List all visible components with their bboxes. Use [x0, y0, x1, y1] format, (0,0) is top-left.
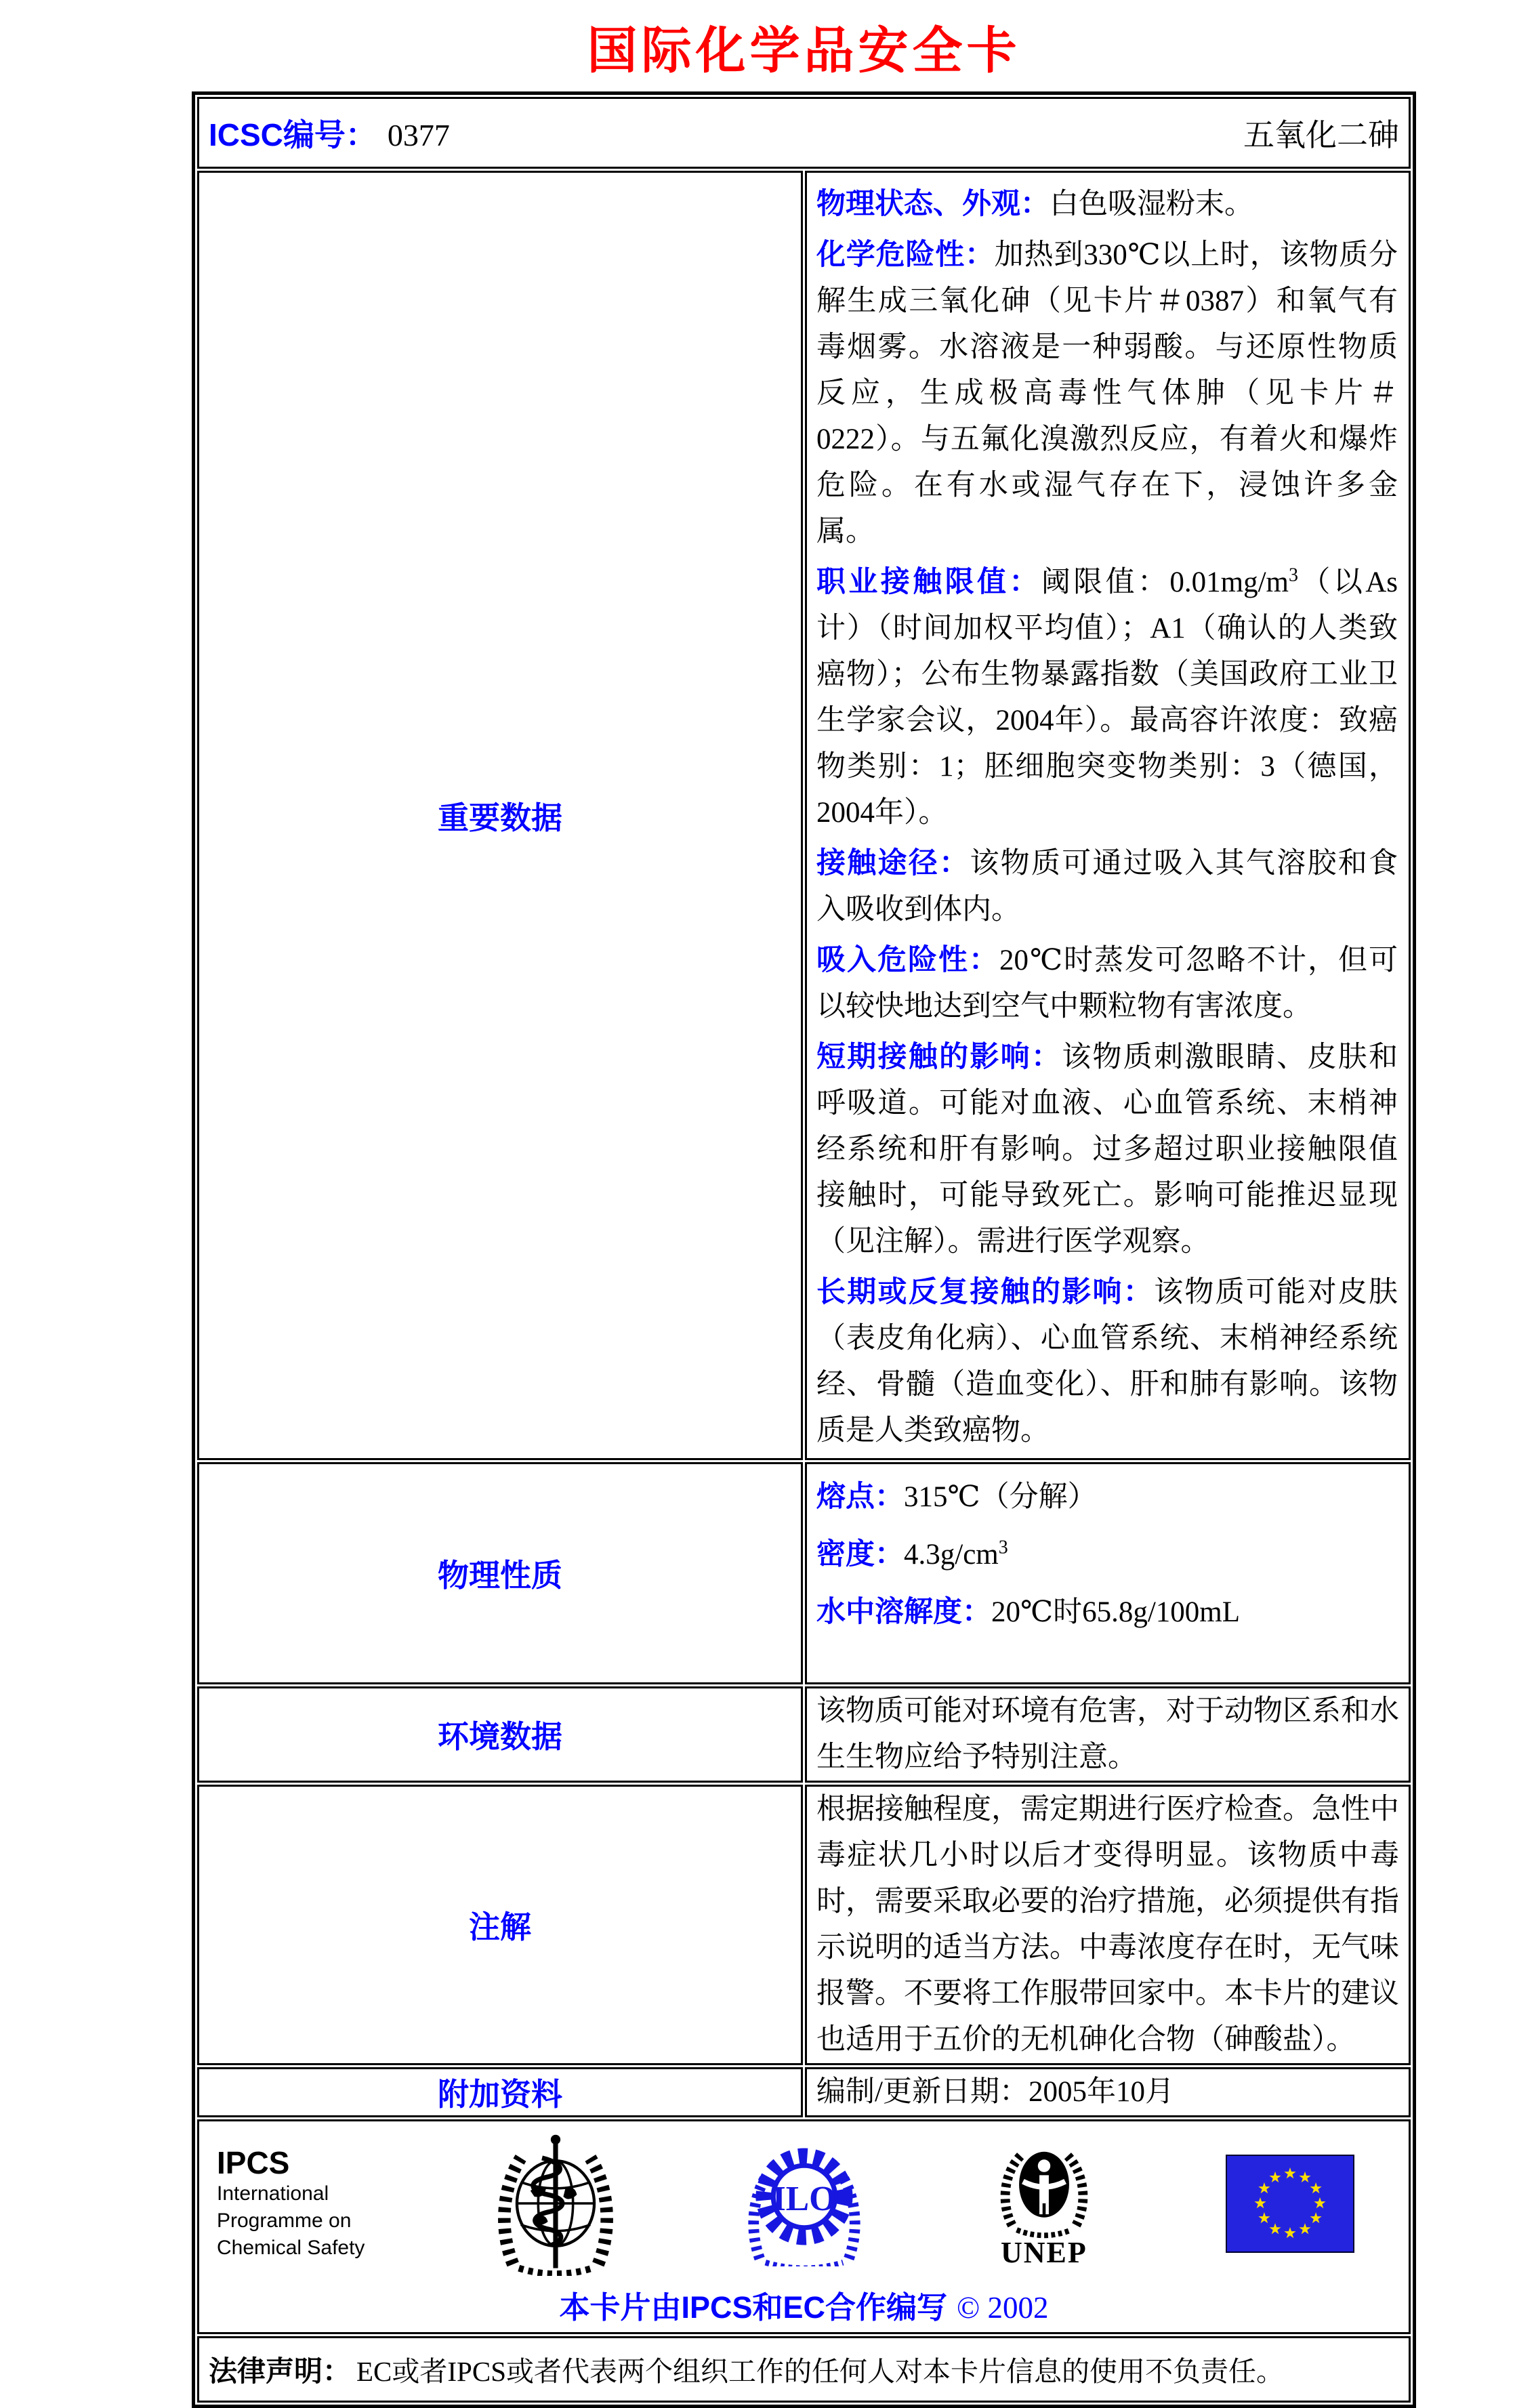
ilo-label: ILO — [772, 2180, 836, 2219]
data-paragraph: 密度：$4.3g/cm^3$ — [816, 1537, 1008, 1571]
unep-label: UNEP — [1000, 2235, 1087, 2269]
legal-label: 法律声明： — [209, 2355, 352, 2388]
icsc-number-label: ICSC编号： — [209, 117, 377, 153]
chemical-name: 五氧化二砷 — [1243, 118, 1399, 153]
ipcs-block — [217, 2145, 365, 2262]
ipcs-title: IPCS — [217, 2145, 290, 2181]
paragraph-label: 化学危险性： — [816, 238, 995, 272]
paragraph-label: 水中溶解度： — [816, 1596, 991, 1629]
legal-notice — [197, 2336, 1411, 2403]
paragraph-label: 接触途径： — [816, 847, 970, 880]
legal-text: EC或者IPCS或者代表两个组织工作的任何人对本卡片信息的使用不负责任。 — [356, 2356, 1285, 2388]
row-label-additional-info: 附加资料 — [197, 2067, 803, 2117]
icsc-card-table — [192, 91, 1416, 2408]
paragraph-label: 熔点： — [816, 1480, 904, 1514]
ipcs-line-1: International — [217, 2182, 329, 2205]
page-title: 国际化学品安全卡 — [587, 22, 1021, 79]
data-paragraph: 熔点：315℃（分解） — [816, 1480, 1097, 1514]
data-paragraph: 吸入危险性：20℃时蒸发可忽略不计，但可以较快地达到空气中颗粒物有害浓度。 — [816, 944, 1398, 1023]
caption-text: 本卡片由IPCS和EC合作编写 — [559, 2290, 948, 2325]
paragraph-label: 密度： — [816, 1538, 904, 1571]
data-paragraph: 水中溶解度：20℃时65.8g/100mL — [816, 1596, 1241, 1629]
notes-content: 根据接触程度，需定期进行医疗检查。急性中毒症状几小时以后才变得明显。该物质中毒时，需要采取必要的治疗措施，必须提供有指示说明的适当方法。中毒浓度存在时，无气味报警。不要将工作服带回家中。本卡片的建议也适用于五价的无机砷化合物（砷酸盐）。 — [805, 1785, 1411, 2065]
who-logo-icon — [496, 2131, 615, 2276]
icsc-number-group — [209, 110, 450, 155]
environmental-data-content: 该物质可能对环境有危害，对于动物区系和水生生物应给予特别注意。 — [805, 1686, 1411, 1783]
data-paragraph: 物理状态、外观：白色吸湿粉末。 — [816, 188, 1253, 221]
additional-info-content: 编制/更新日期：2005年10月 — [805, 2067, 1411, 2117]
data-paragraph: 接触途径：该物质可通过吸入其气溶胶和食入吸收到体内。 — [816, 847, 1398, 926]
ilo-logo-icon — [746, 2140, 863, 2266]
paragraph-label: 职业接触限值： — [816, 566, 1041, 599]
cooperation-caption — [213, 2283, 1395, 2327]
row-label-notes: 注解 — [197, 1785, 803, 2065]
row-label-physical-properties: 物理性质 — [197, 1462, 803, 1684]
unep-logo-icon — [993, 2138, 1095, 2270]
physical-properties-content — [805, 1462, 1411, 1684]
row-label-environmental-data: 环境数据 — [197, 1686, 803, 1783]
data-paragraph: 化学危险性：加热到330℃以上时，该物质分解生成三氧化砷（见卡片＃0387）和氧气有毒烟雾。水溶液是一种弱酸。与还原性物质反应，生成极高毒性气体胂（见卡片＃0222）。与五氟化溴激烈反应，有着火和爆炸危险。在有水或湿气存在下，浸蚀许多金属。 — [816, 238, 1398, 548]
ipcs-line-2: Programme on — [217, 2209, 352, 2233]
important-data-content — [805, 171, 1411, 1460]
row-label-important-data: 重要数据 — [197, 171, 803, 1460]
data-paragraph: 短期接触的影响：该物质刺激眼睛、皮肤和呼吸道。可能对血液、心血管系统、末梢神经系统和肝有影响。过多超过职业接触限值接触时，可能导致死亡。影响可能推迟显现（见注解）。需进行医学观察。 — [816, 1041, 1398, 1258]
ipcs-line-3: Chemical Safety — [217, 2237, 365, 2260]
paragraph-label: 短期接触的影响： — [816, 1041, 1062, 1074]
data-paragraph: 职业接触限值：阈限值：$0.01mg/m^3$（以As计）（时间加权平均值）；A1（确认的人类致癌物）；公布生物暴露指数（美国政府工业卫生学家会议，2004年）。最高容许浓度：致癌物类别：1；胚细胞突变物类别：3（德国，2004年）。 — [816, 565, 1398, 829]
organizations-footer — [197, 2119, 1411, 2334]
icsc-number-value: 0377 — [387, 118, 450, 153]
card-header-row — [197, 97, 1411, 169]
data-paragraph: 长期或反复接触的影响：该物质可能对皮肤（表皮角化病）、心血管系统、末梢神经系统经、骨髓（造血变化）、肝和肺有影响。该物质是人类致癌物。 — [816, 1276, 1398, 1447]
paragraph-label: 吸入危险性： — [816, 944, 999, 977]
paragraph-label: 长期或反复接触的影响： — [816, 1276, 1155, 1309]
paragraph-label: 物理状态、外观： — [816, 188, 1050, 221]
eu-flag-icon — [1226, 2155, 1354, 2253]
caption-copyright: © 2002 — [957, 2291, 1049, 2325]
